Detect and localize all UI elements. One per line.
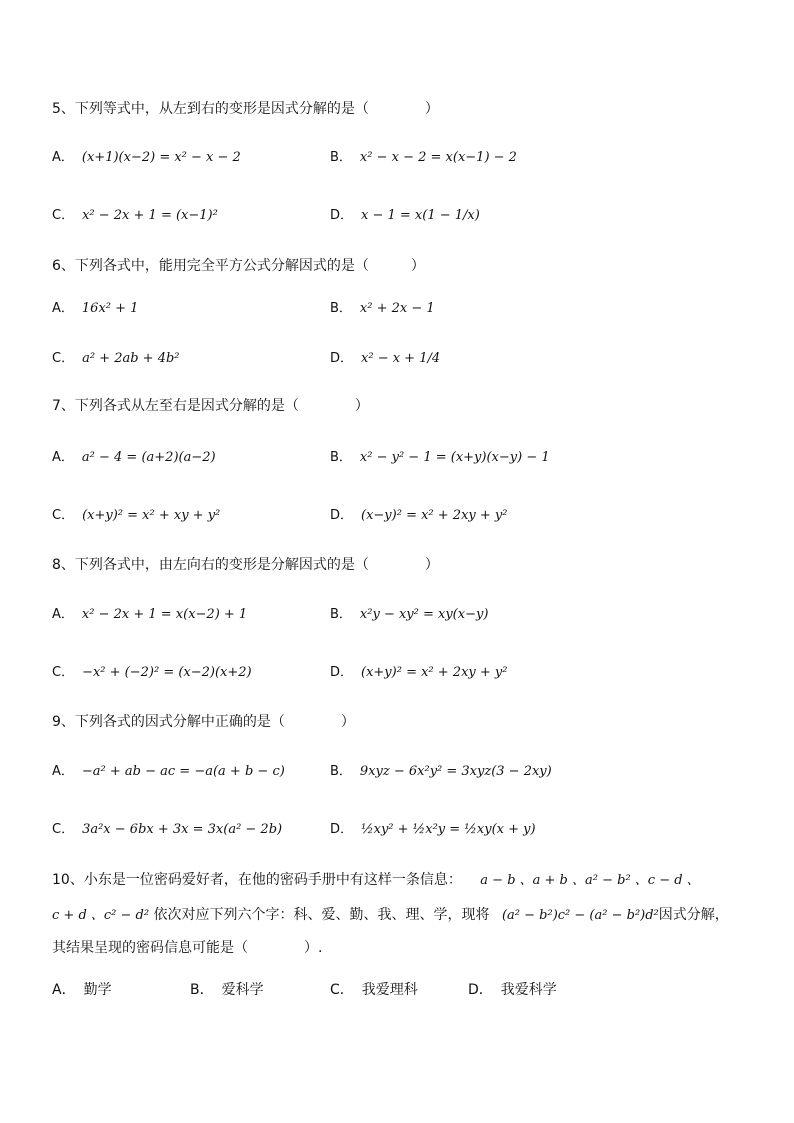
option-expression: a² − 4 = (a+2)(a−2)	[81, 450, 216, 465]
option-label: B．	[330, 764, 352, 779]
question-10-text: 依次对应下列六个字：科、爱、勤、我、理、学，现将	[153, 907, 490, 923]
option-expression: x² + 2x − 1	[359, 301, 435, 316]
question-7-option-b[interactable]	[330, 448, 550, 468]
option-expression: x² − x − 2 = x(x−1) − 2	[359, 150, 517, 165]
option-label: D．	[330, 508, 354, 523]
option-expression: ½xy² + ½x²y = ½xy(x + y)	[361, 822, 536, 837]
option-label: A．	[52, 450, 74, 465]
option-label: A．	[52, 764, 74, 779]
option-label: C．	[52, 822, 75, 837]
question-10-option-d[interactable]	[468, 980, 557, 1000]
question-9-option-a[interactable]	[52, 762, 285, 782]
question-9-option-d[interactable]	[330, 820, 536, 840]
option-text: 勤学	[83, 982, 112, 998]
question-10-option-a[interactable]	[52, 980, 112, 1000]
option-label: A．	[52, 150, 74, 165]
question-6-option-d[interactable]	[330, 349, 440, 369]
option-label: B．	[330, 150, 352, 165]
question-5-option-b[interactable]	[330, 148, 517, 168]
option-expression: x² − 2x + 1 = x(x−2) + 1	[81, 607, 248, 622]
question-5-stem: 5、下列等式中，从左到右的变形是因式分解的是（ ）	[52, 101, 439, 117]
option-expression: 3a²x − 6bx + 3x = 3x(a² − 2b)	[82, 822, 283, 837]
option-expression: x − 1 = x(1 − 1/x)	[361, 208, 480, 223]
question-10-line-2	[52, 905, 729, 926]
option-expression: −a² + ab − ac = −a(a + b − c)	[81, 764, 285, 779]
option-label: C．	[52, 508, 75, 523]
option-label: A．	[52, 607, 74, 622]
question-9-option-b[interactable]	[330, 762, 552, 782]
option-label: B．	[330, 450, 352, 465]
question-5-option-a[interactable]	[52, 148, 241, 168]
question-6-option-c[interactable]	[52, 349, 180, 369]
option-expression: a² + 2ab + 4b²	[82, 351, 180, 366]
option-expression: (x+1)(x−2) = x² − x − 2	[81, 150, 241, 165]
option-label: B．	[190, 982, 214, 998]
question-10-expression: (a² − b²)c² − (a² − b²)d²	[501, 908, 659, 923]
question-10-option-c[interactable]	[330, 980, 418, 1000]
option-label: D．	[330, 351, 354, 366]
option-expression: x²y − xy² = xy(x−y)	[359, 607, 489, 622]
question-10-text: 因式分解，	[658, 907, 729, 923]
question-8-option-c[interactable]	[52, 663, 252, 683]
question-10-option-b[interactable]	[190, 980, 264, 1000]
option-expression: (x+y)² = x² + xy + y²	[82, 508, 221, 523]
question-10-text: 10、小东是一位密码爱好者，在他的密码手册中有这样一条信息：	[52, 872, 462, 888]
question-7-option-c[interactable]	[52, 506, 220, 526]
option-label: C．	[52, 665, 75, 680]
question-6-option-b[interactable]	[330, 299, 435, 319]
question-9-stem: 9、下列各式的因式分解中正确的是（ ）	[52, 714, 355, 730]
option-expression: x² − x + 1/4	[361, 351, 441, 366]
option-label: C．	[330, 982, 354, 998]
option-label: C．	[52, 351, 75, 366]
option-expression: −x² + (−2)² = (x−2)(x+2)	[82, 665, 252, 680]
option-expression: (x−y)² = x² + 2xy + y²	[361, 508, 508, 523]
option-label: A．	[52, 982, 76, 998]
option-label: D．	[330, 665, 354, 680]
question-10-line-3: 其结果呈现的密码信息可能是（ ）.	[52, 940, 323, 956]
option-text: 我爱科学	[500, 982, 557, 998]
option-label: A．	[52, 301, 74, 316]
question-10-line-1	[52, 870, 700, 891]
option-label: D．	[468, 982, 493, 998]
question-5-option-c[interactable]	[52, 206, 218, 226]
question-6-option-a[interactable]	[52, 299, 138, 319]
question-5-option-d[interactable]	[330, 206, 480, 226]
question-10-math: a − b 、a + b 、a² − b² 、c − d 、	[480, 873, 700, 888]
option-label: D．	[330, 822, 354, 837]
option-text: 我爱理科	[361, 982, 418, 998]
question-7-option-a[interactable]	[52, 448, 216, 468]
question-8-option-d[interactable]	[330, 663, 507, 683]
question-8-option-b[interactable]	[330, 605, 488, 625]
option-label: D．	[330, 208, 354, 223]
option-text: 爱科学	[221, 982, 264, 998]
question-8-option-a[interactable]	[52, 605, 247, 625]
question-9-option-c[interactable]	[52, 820, 282, 840]
option-expression: x² − y² − 1 = (x+y)(x−y) − 1	[359, 450, 550, 465]
question-7-option-d[interactable]	[330, 506, 507, 526]
option-label: B．	[330, 301, 352, 316]
option-expression: 9xyz − 6x²y² = 3xyz(3 − 2xy)	[359, 764, 552, 779]
question-10-math: c + d 、c² − d²	[52, 908, 150, 923]
question-6-stem: 6、下列各式中，能用完全平方公式分解因式的是（ ）	[52, 258, 425, 274]
option-label: B．	[330, 607, 352, 622]
option-label: C．	[52, 208, 75, 223]
question-8-stem: 8、下列各式中，由左向右的变形是分解因式的是（ ）	[52, 557, 439, 573]
option-expression: (x+y)² = x² + 2xy + y²	[361, 665, 508, 680]
option-expression: 16x² + 1	[81, 301, 139, 316]
question-7-stem: 7、下列各式从左至右是因式分解的是（ ）	[52, 398, 369, 414]
option-expression: x² − 2x + 1 = (x−1)²	[82, 208, 218, 223]
